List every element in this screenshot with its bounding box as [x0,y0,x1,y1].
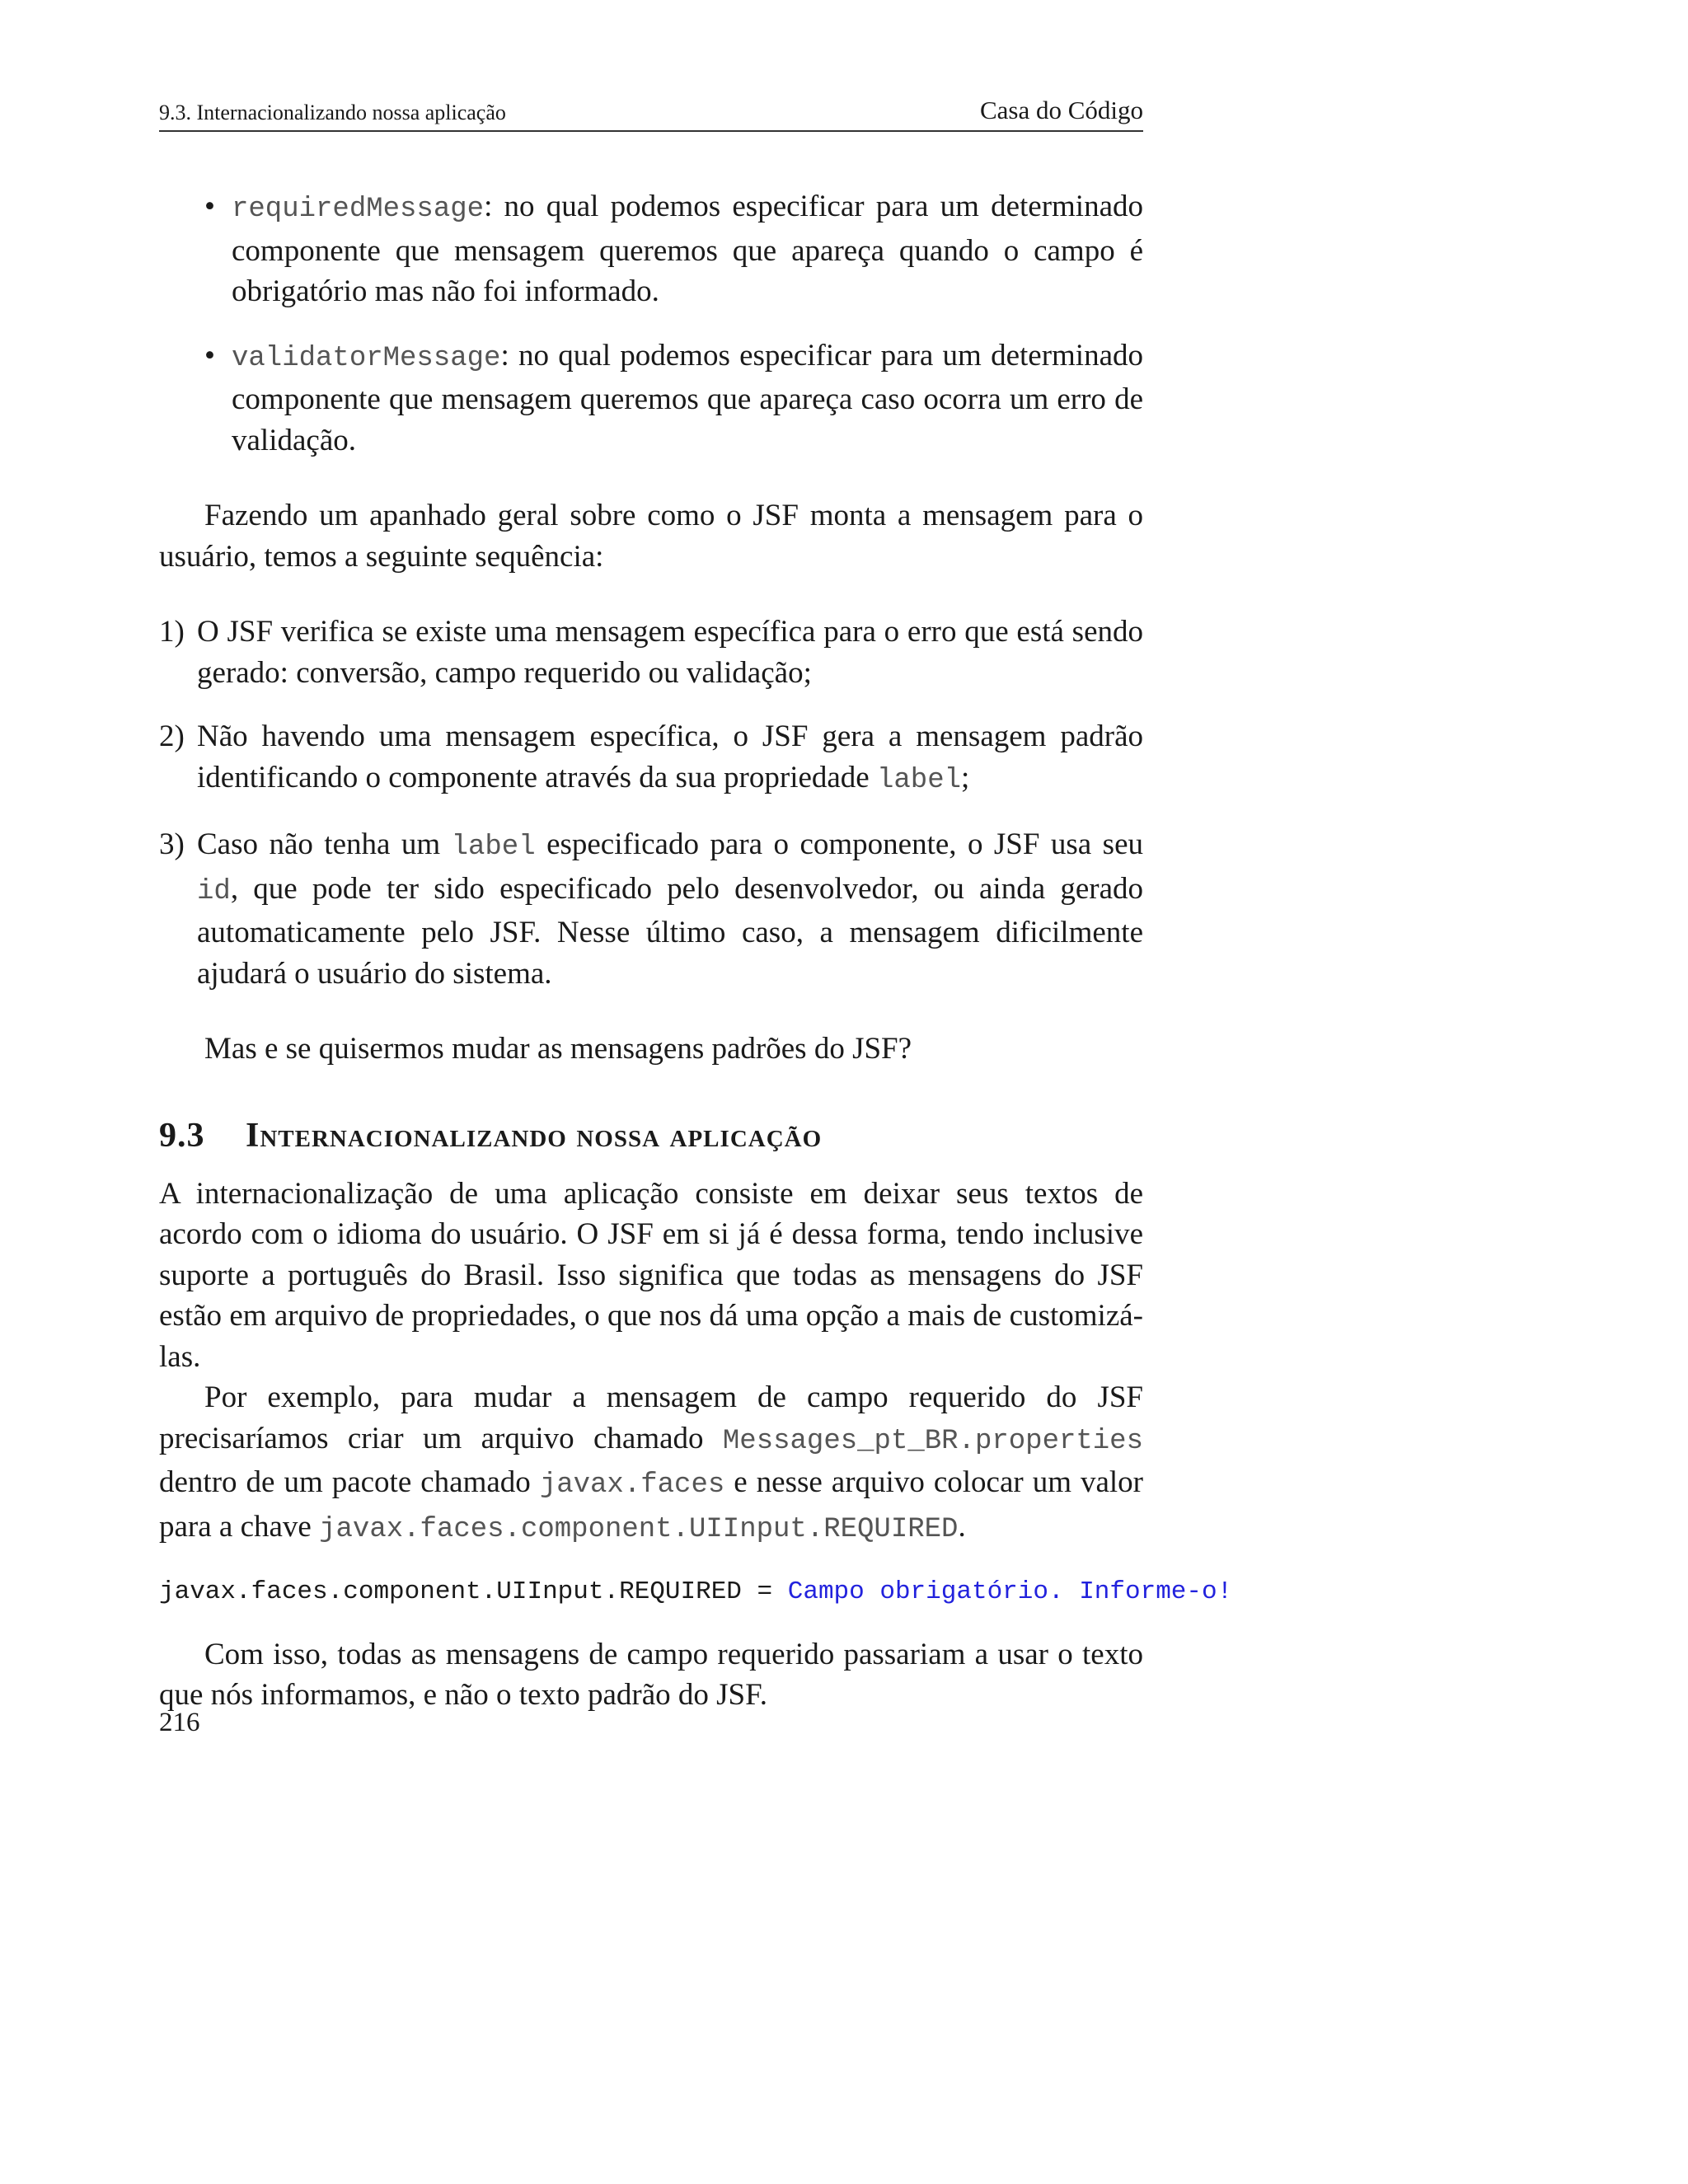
list-item [159,612,1143,693]
header-section-ref: 9.3. Internacionalizando nossa aplicação [159,101,506,124]
i18n-paragraph: A internacionalização de uma aplicação consiste em deixar seus textos de acordo com o idioma do usuário. O JSF em si já é dessa forma, tendo inclusive suporte a português do Brasil. Isso significa que todas as mensagens do JSF estão em arquivo de propriedades, o que nos dá uma opção a mais de customizá-las. [159,1176,1143,1374]
step-text: Caso não tenha um [197,827,452,861]
list-item-text: : no qual podemos especificar para um determinado componente que mensagem queremos que apareça quando o campo é obrigatório mas não foi informado. [232,190,1143,308]
closing-paragraph: Com isso, todas as mensagens de campo requerido passariam a usar o texto que nós informamos, e não o texto padrão do JSF. [159,1637,1143,1712]
attribute-list [159,186,1143,461]
bullet-icon: • [204,338,215,373]
list-item [159,824,1143,994]
list-item [159,186,1143,312]
code-operator: = [741,1577,788,1606]
page-number: 216 [159,1708,200,1737]
step-number: 2) [159,719,185,753]
inline-code: javax.faces.component.UIInput.REQUIRED [319,1513,959,1545]
step-text: O JSF verifica se existe uma mensagem específica para o erro que está sendo gerado: conversão, campo requerido ou validação; [197,615,1143,690]
running-header [159,97,1143,132]
section-title: Internacionalizando nossa aplicação [246,1116,823,1155]
inline-code: id [197,875,231,907]
section-number: 9.3 [159,1116,205,1155]
sequence-list [159,612,1143,994]
step-text: Não havendo uma mensagem específica, o JSF gera a mensagem padrão identificando o componente através da sua propriedade [197,719,1143,794]
inline-code: requiredMessage [232,194,485,225]
step-number: 1) [159,615,185,649]
inline-code: label [451,832,536,863]
intro-paragraph: Fazendo um apanhado geral sobre como o JSF monta a mensagem para o usuário, temos a seguinte sequência: [159,499,1143,574]
paragraph-text: dentro de um pacote chamado [159,1465,540,1499]
paragraph-text: . [958,1509,966,1544]
bullet-icon: • [204,190,215,223]
code-key: javax.faces.component.UIInput.REQUIRED [159,1577,742,1606]
inline-code: validatorMessage [232,342,501,374]
page-body [159,186,1233,1716]
step-text: ; [961,760,970,794]
paragraph-text: Por exemplo, para mudar a mensagem de campo requerido do JSF precisaríamos criar um arquivo chamado [159,1380,1143,1455]
step-text: , que pode ter sido especificado pelo desenvolvedor, ou ainda gerado automaticamente pelo JSF. Nesse último caso, a mensagem dificilmente ajudará o usuário do sistema. [197,871,1143,991]
inline-code: javax.faces [539,1469,725,1501]
header-book-title: Casa do Código [979,96,1143,124]
list-item-text: : no qual podemos especificar para um determinado componente que mensagem queremos que apareça caso ocorra um erro de validação. [232,338,1143,457]
list-item [159,716,1143,801]
step-text: especificado para o componente, o JSF usa seu [535,827,1143,861]
paragraph-text: e nesse arquivo colocar um valor para a chave [159,1465,1143,1544]
code-block [159,1572,1233,1613]
section-heading [159,1111,1143,1160]
inline-code: Messages_pt_BR.properties [722,1425,1143,1457]
code-value: Campo obrigatório. Informe-o! [787,1577,1233,1606]
step-number: 3) [159,827,185,861]
list-item [159,335,1143,462]
question-paragraph: Mas e se quisermos mudar as mensagens padrões do JSF? [204,1032,912,1066]
example-paragraph [159,1377,1143,1550]
inline-code: label [876,764,962,796]
